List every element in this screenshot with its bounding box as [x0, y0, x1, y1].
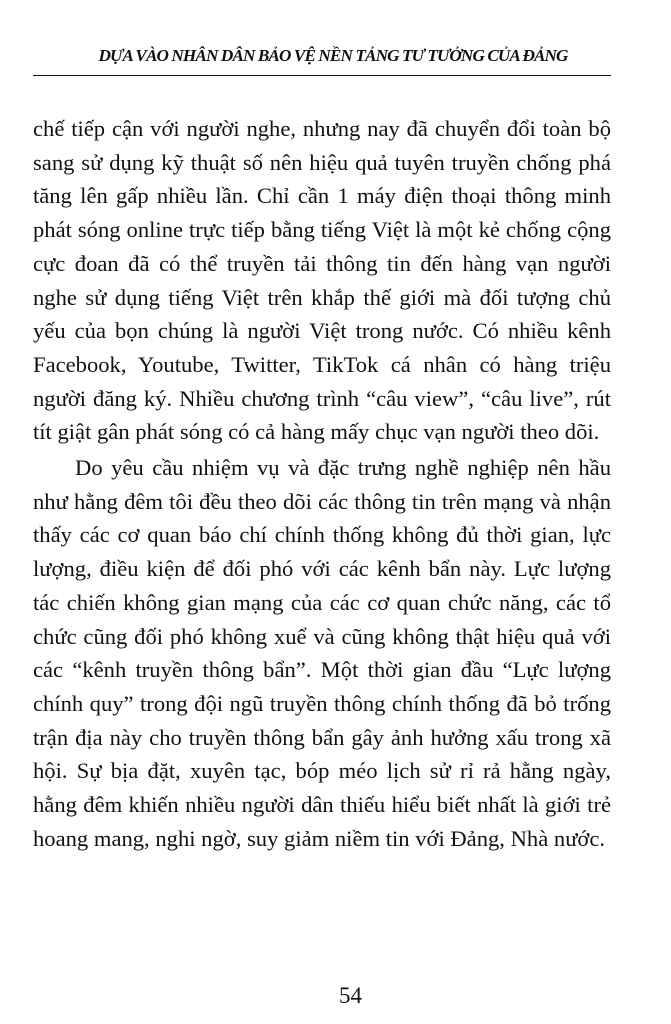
page-number: 54 [339, 983, 362, 1008]
running-header: DỰA VÀO NHÂN DÂN BẢO VỆ NỀN TẢNG TƯ TƯỞNG CỦA ĐẢNG [98, 46, 568, 65]
header-rule [33, 75, 611, 76]
body-text [33, 112, 611, 855]
paragraph: Do yêu cầu nhiệm vụ và đặc trưng nghề nghiệp nên hầu như hằng đêm tôi đều theo dõi các thông tin trên mạng và nhận thấy các cơ quan báo chí chính thống không đủ thời gian, lực lượng, điều kiện để đối phó với các kênh bẩn này. Lực lượng tác chiến không gian mạng của các cơ quan chức năng, các tổ chức cũng đối phó không xuể và cũng không thật hiệu quả với các “kênh truyền thông bẩn”. Một thời gian đầu “Lực lượng chính quy” trong đội ngũ truyền thông chính thống đã bỏ trống trận địa này cho truyền thông bẩn gây ảnh hưởng xấu trong xã hội. Sự bịa đặt, xuyên tạc, bóp méo lịch sử rỉ rả hằng ngày, hằng đêm khiến nhiều người dân thiếu hiểu biết nhất là giới trẻ hoang mang, nghi ngờ, suy giảm niềm tin với Đảng, Nhà nước. [33, 455, 611, 851]
paragraph-continued: chế tiếp cận với người nghe, nhưng nay đã chuyển đổi toàn bộ sang sử dụng kỹ thuật số nên hiệu quả tuyên truyền chống phá tăng lên gấp nhiều lần. Chỉ cần 1 máy điện thoại thông minh phát sóng online trực tiếp bằng tiếng Việt là một kẻ chống cộng cực đoan đã có thể truyền tải thông tin đến hàng vạn người nghe sử dụng tiếng Việt trên khắp thế giới mà đối tượng chủ yếu của bọn chúng là người Việt trong nước. Có nhiều kênh Facebook, Youtube, Twitter, TikTok cá nhân có hàng triệu người đăng ký. Nhiều chương trình “câu view”, “câu live”, rút tít giật gân phát sóng có cả hàng mấy chục vạn người theo dõi. [33, 116, 611, 445]
